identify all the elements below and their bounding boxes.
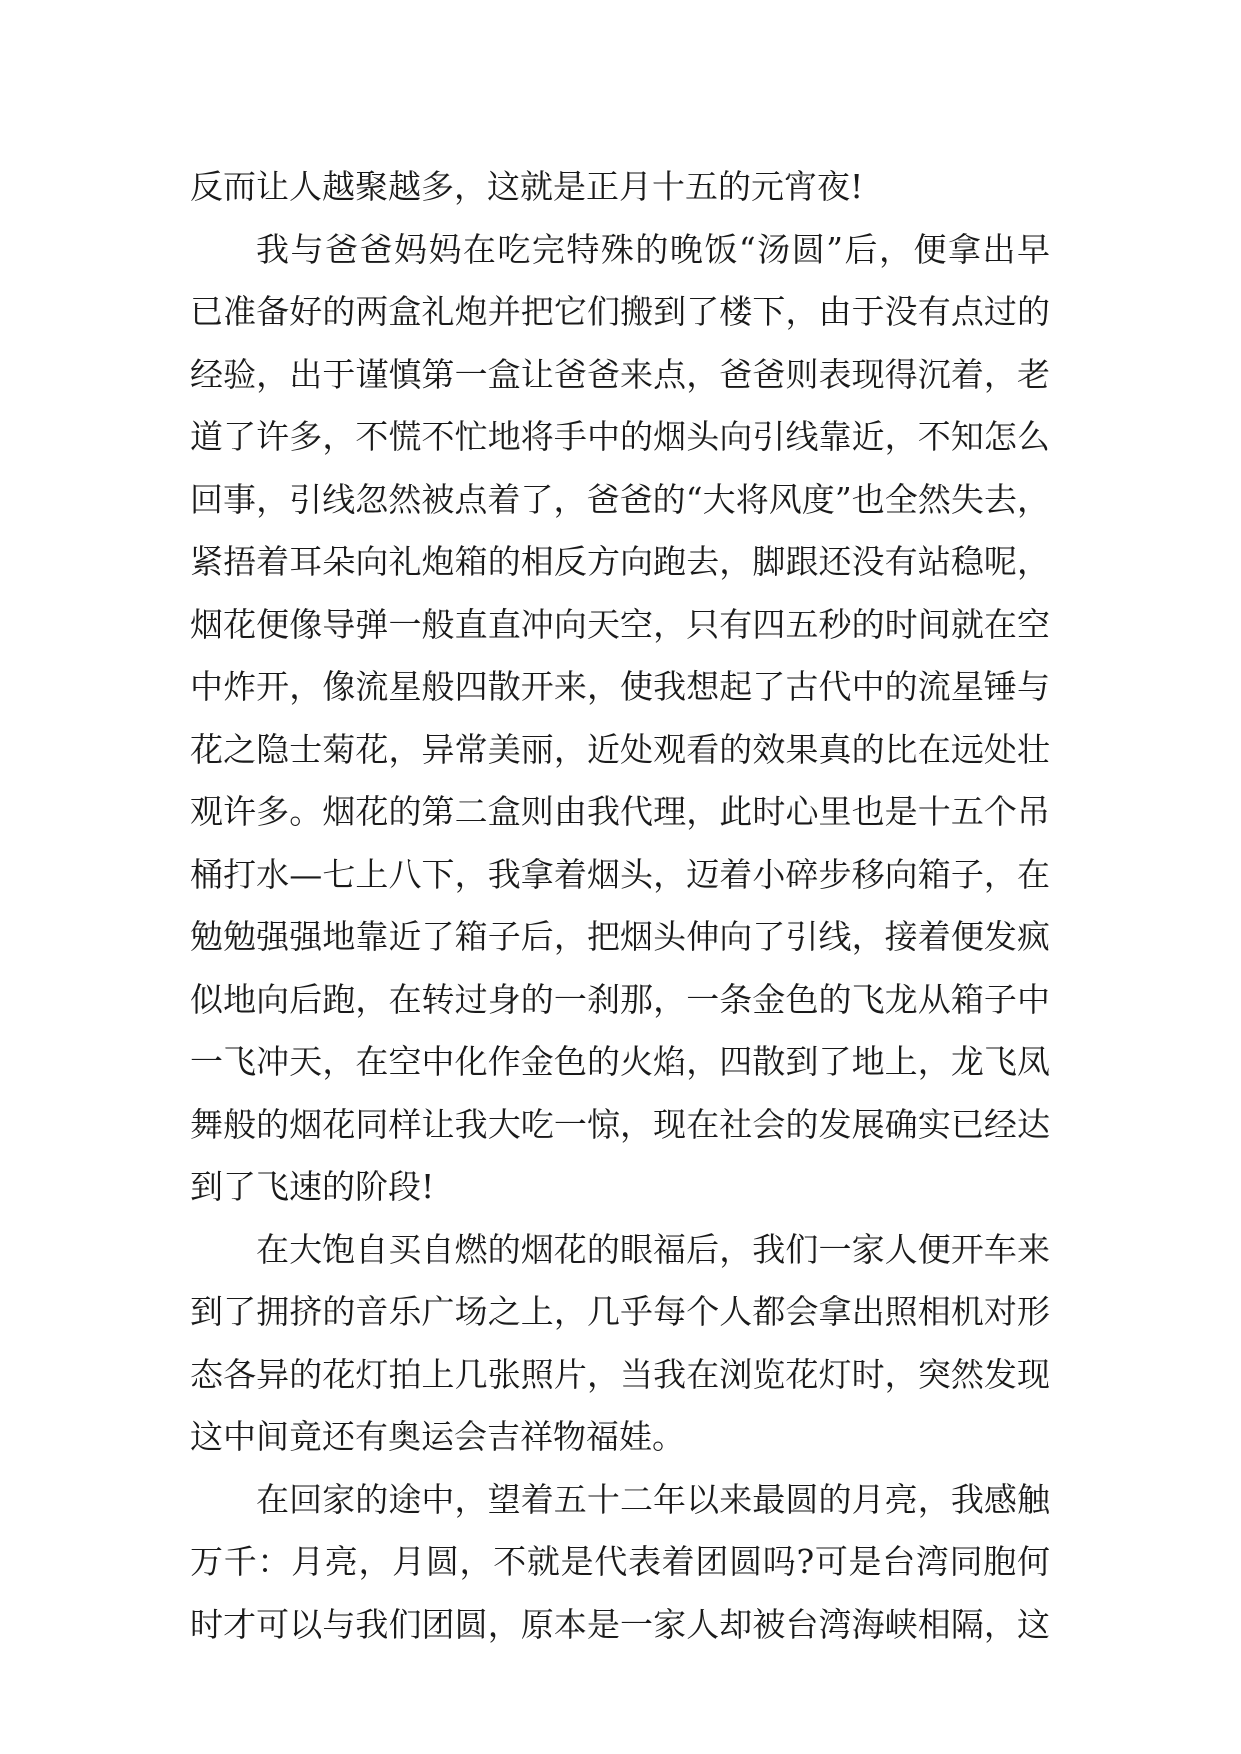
text-line: 我与爸爸妈妈在吃完特殊的晚饭“汤圆”后，便拿出早 xyxy=(256,229,1050,269)
text-line: 在大饱自买自燃的烟花的眼福后，我们一家人便开车来 xyxy=(256,1229,1050,1269)
text-line: 勉勉强强地靠近了箱子后，把烟头伸向了引线，接着便发疯 xyxy=(190,917,1050,956)
text-line: 观许多。烟花的第二盒则由我代理，此时心里也是十五个吊 xyxy=(190,792,1050,831)
text-line: 桶打水—七上八下，我拿着烟头，迈着小碎步移向箱子，在 xyxy=(190,854,1050,894)
text-line: 一飞冲天，在空中化作金色的火焰，四散到了地上，龙飞凤 xyxy=(190,1042,1050,1081)
text-line: 态各异的花灯拍上几张照片，当我在浏览花灯时，突然发现 xyxy=(190,1354,1050,1394)
text-line: 反而让人越聚越多，这就是正月十五的元宵夜! xyxy=(190,167,864,206)
text-line: 道了许多，不慌不忙地将手中的烟头向引线靠近，不知怎么 xyxy=(190,417,1050,456)
text-line: 中炸开，像流星般四散开来，使我想起了古代中的流星锤与 xyxy=(190,667,1050,706)
body-text xyxy=(190,156,1050,1656)
text-line: 紧捂着耳朵向礼炮箱的相反方向跑去，脚跟还没有站稳呢， xyxy=(190,542,1050,581)
text-line: 花之隐士菊花，异常美丽，近处观看的效果真的比在远处壮 xyxy=(190,729,1050,769)
text-line: 经验，出于谨慎第一盒让爸爸来点，爸爸则表现得沉着，老 xyxy=(190,354,1050,394)
text-line: 到了飞速的阶段! xyxy=(190,1167,435,1206)
text-line: 到了拥挤的音乐广场之上，几乎每个人都会拿出照相机对形 xyxy=(190,1292,1050,1331)
text-line: 时才可以与我们团圆，原本是一家人却被台湾海峡相隔，这 xyxy=(190,1604,1050,1644)
text-line: 回事，引线忽然被点着了，爸爸的“大将风度”也全然失去， xyxy=(190,479,1050,519)
text-line: 烟花便像导弹一般直直冲向天空，只有四五秒的时间就在空 xyxy=(190,604,1050,644)
text-line: 舞般的烟花同样让我大吃一惊，现在社会的发展确实已经达 xyxy=(190,1104,1050,1144)
text-line: 似地向后跑，在转过身的一刹那，一条金色的飞龙从箱子中 xyxy=(190,979,1050,1019)
text-line: 在回家的途中，望着五十二年以来最圆的月亮，我感触 xyxy=(256,1479,1050,1519)
text-line: 这中间竟还有奥运会吉祥物福娃。 xyxy=(190,1417,685,1456)
text-line: 万千：月亮，月圆，不就是代表着团圆吗?可是台湾同胞何 xyxy=(190,1542,1050,1581)
text-line: 已准备好的两盒礼炮并把它们搬到了楼下，由于没有点过的 xyxy=(190,292,1050,331)
